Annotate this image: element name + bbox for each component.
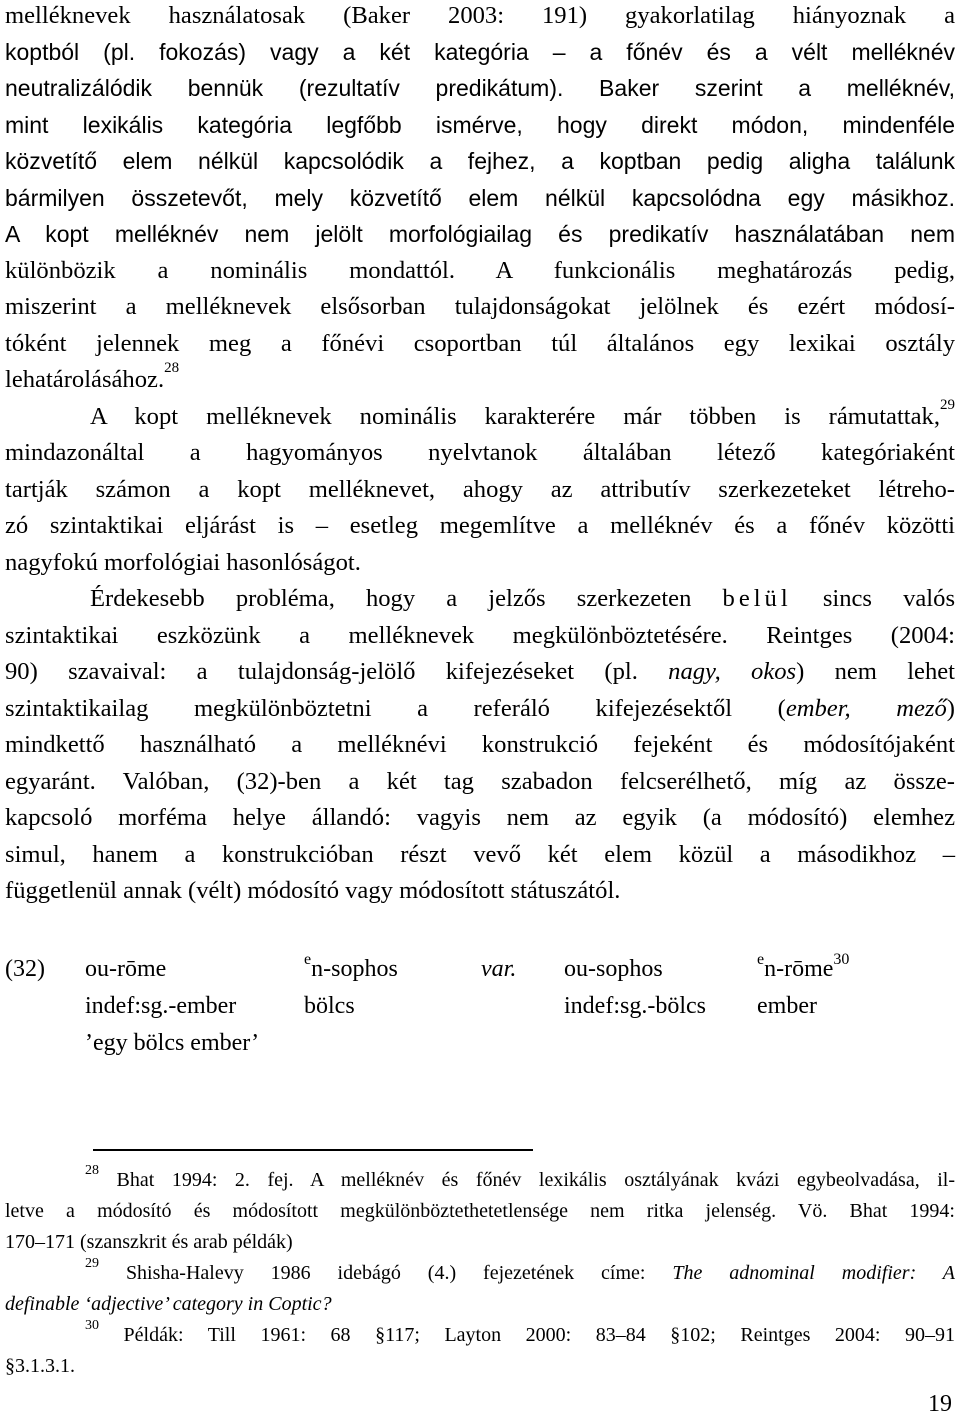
footnote-line: §3.1.3.1. xyxy=(5,1355,75,1377)
footnote-number: 30 xyxy=(85,1318,99,1333)
footnote-30: $^{30}$ Példák: Till 1961: 68 §117; Layton 2000: 83–84 §102; Reintges 2004: 90–91 xyxy=(85,1318,955,1346)
body-text: szintaktikailag megkülönböztetni a referáló kifejezésektől ( xyxy=(5,695,786,722)
body-line: bármilyen összetevőt, mely közvetítő elem nélkül kapcsolódna egy másikhoz. xyxy=(5,185,955,211)
footnote-ref: 30 xyxy=(833,951,850,968)
italic-example: ember, mező xyxy=(785,695,947,722)
example-gloss: indef:sg.-ember xyxy=(85,993,237,1019)
page-number: 19 xyxy=(928,1391,952,1417)
body-text: Érdekesebb probléma, hogy a jelzős szerkezeten xyxy=(90,585,692,612)
spaced-emphasis: belül xyxy=(722,585,792,612)
example-gloss: bölcs xyxy=(304,993,355,1019)
body-line: A kopt melléknév nem jelölt morfológiailag és predikatív használatában nem xyxy=(5,221,955,247)
body-text: lehatárolásához. xyxy=(5,366,165,393)
body-text: A kopt melléknevek nominális karakterére már többen is rámutattak, xyxy=(90,403,940,430)
paragraph-first-line xyxy=(90,584,955,614)
body-line: neutralizálódik bennük (rezultatív predikátum). Baker szerint a melléknév, xyxy=(5,75,955,101)
footnote-line: 170–171 (szanszkrit és arab példák) xyxy=(5,1231,293,1253)
example-variant-marker: var. xyxy=(481,956,517,982)
example-word: $^e$n-sophos xyxy=(304,951,398,982)
body-line: szintaktikai eszközünk a melléknevek megkülönböztetésére. Reintges (2004: xyxy=(5,622,955,649)
body-line: mint lexikális kategória legfőbb ismérve, hogy direkt módon, mindenféle xyxy=(5,112,955,138)
body-line: tartják számon a kopt melléknevet, ahogy az attributív szerkezeteket létreho- xyxy=(5,476,955,503)
body-line: nagyfokú morfológiai hasonlóságot. xyxy=(5,549,361,576)
body-line: simul, hanem a konstrukcióban részt vevő két elem közül a másodikhoz – xyxy=(5,841,955,868)
footnote-29: $^{29}$ Shisha-Halevy 1986 idebágó (4.) fejezetének címe: The adnominal modifier: A xyxy=(85,1256,956,1284)
body-line: különbözik a nominális mondattól. A funkcionális meghatározás pedig, xyxy=(5,257,955,284)
body-line: zó szintaktikai eljárást is – esetleg megemlítve a melléknév és a főnév közötti xyxy=(5,512,955,539)
footnote-number: 28 xyxy=(85,1163,99,1178)
body-line: miszerint a melléknevek elsősorban tulajdonságokat jelölnek és ezért módosí- xyxy=(5,293,955,320)
body-line: közvetítő elem nélkül kapcsolódik a fejhez, a koptban pedig aligha találunk xyxy=(5,148,955,174)
example-gloss: indef:sg.-bölcs xyxy=(564,993,706,1019)
footnote-ref: 29 xyxy=(940,397,955,413)
superscript: e xyxy=(304,951,312,968)
footnote-28: $^{28}$ Bhat 1994: 2. fej. A melléknév és főnév lexikális osztályának kvázi egybeolvadása, il- xyxy=(85,1163,955,1191)
body-line: mindkettő használható a melléknévi konstrukció fejeként és módosítójaként xyxy=(5,731,955,758)
example-word: $^e$n-rōme$^{30}$ xyxy=(757,951,850,982)
footnote-line: letve a módosító és módosított megkülönböztethetetlensége nem ritka jelenség. Vö. Bhat 1994: xyxy=(5,1200,955,1222)
paragraph-first-line xyxy=(90,397,955,432)
body-line: egyaránt. Valóban, (32)-ben a két tag szabadon felcserélhető, míg az össze- xyxy=(5,768,955,795)
example-gloss: ember xyxy=(757,993,817,1019)
superscript: e xyxy=(757,951,765,968)
example-word: ou-sophos xyxy=(564,956,663,982)
body-line: melléknevek használatosak (Baker 2003: 191) gyakorlatilag hiányoznak a xyxy=(5,2,955,29)
example-number: (32) xyxy=(5,956,45,982)
body-text: ) nem lehet xyxy=(796,658,956,685)
body-text: sincs valós xyxy=(822,585,956,612)
body-text: 90) szavaival: a tulajdonság-jelölő kifejezéseket (pl. xyxy=(5,658,638,685)
body-line: tóként jelennek meg a főnévi csoportban túl általános egy lexikai osztály xyxy=(5,330,955,357)
example-translation: ’egy bölcs ember’ xyxy=(85,1030,260,1056)
body-line: mindazonáltal a hagyományos nyelvtanok általában létező kategóriaként xyxy=(5,439,955,466)
body-line: koptból (pl. fokozás) vagy a két kategória – a főnév és a vélt melléknév xyxy=(5,39,955,65)
body-text: ) xyxy=(946,695,955,722)
footnote-ref: 28 xyxy=(164,360,180,376)
italic-example: nagy, okos xyxy=(668,658,797,685)
footnote-number: 29 xyxy=(85,1256,99,1271)
body-line: kapcsoló morféma helye állandó: vagyis nem az egyik (a módosító) elemhez xyxy=(5,804,955,831)
body-line xyxy=(5,694,955,724)
example-word: ou-rōme xyxy=(85,956,167,982)
footnote-separator xyxy=(93,1149,533,1151)
body-line xyxy=(5,360,955,395)
body-line xyxy=(5,657,955,687)
footnote-line: definable ‘adjective’ category in Coptic? xyxy=(5,1293,332,1315)
body-line: függetlenül annak (vélt) módosító vagy módosított státuszától. xyxy=(5,877,621,904)
